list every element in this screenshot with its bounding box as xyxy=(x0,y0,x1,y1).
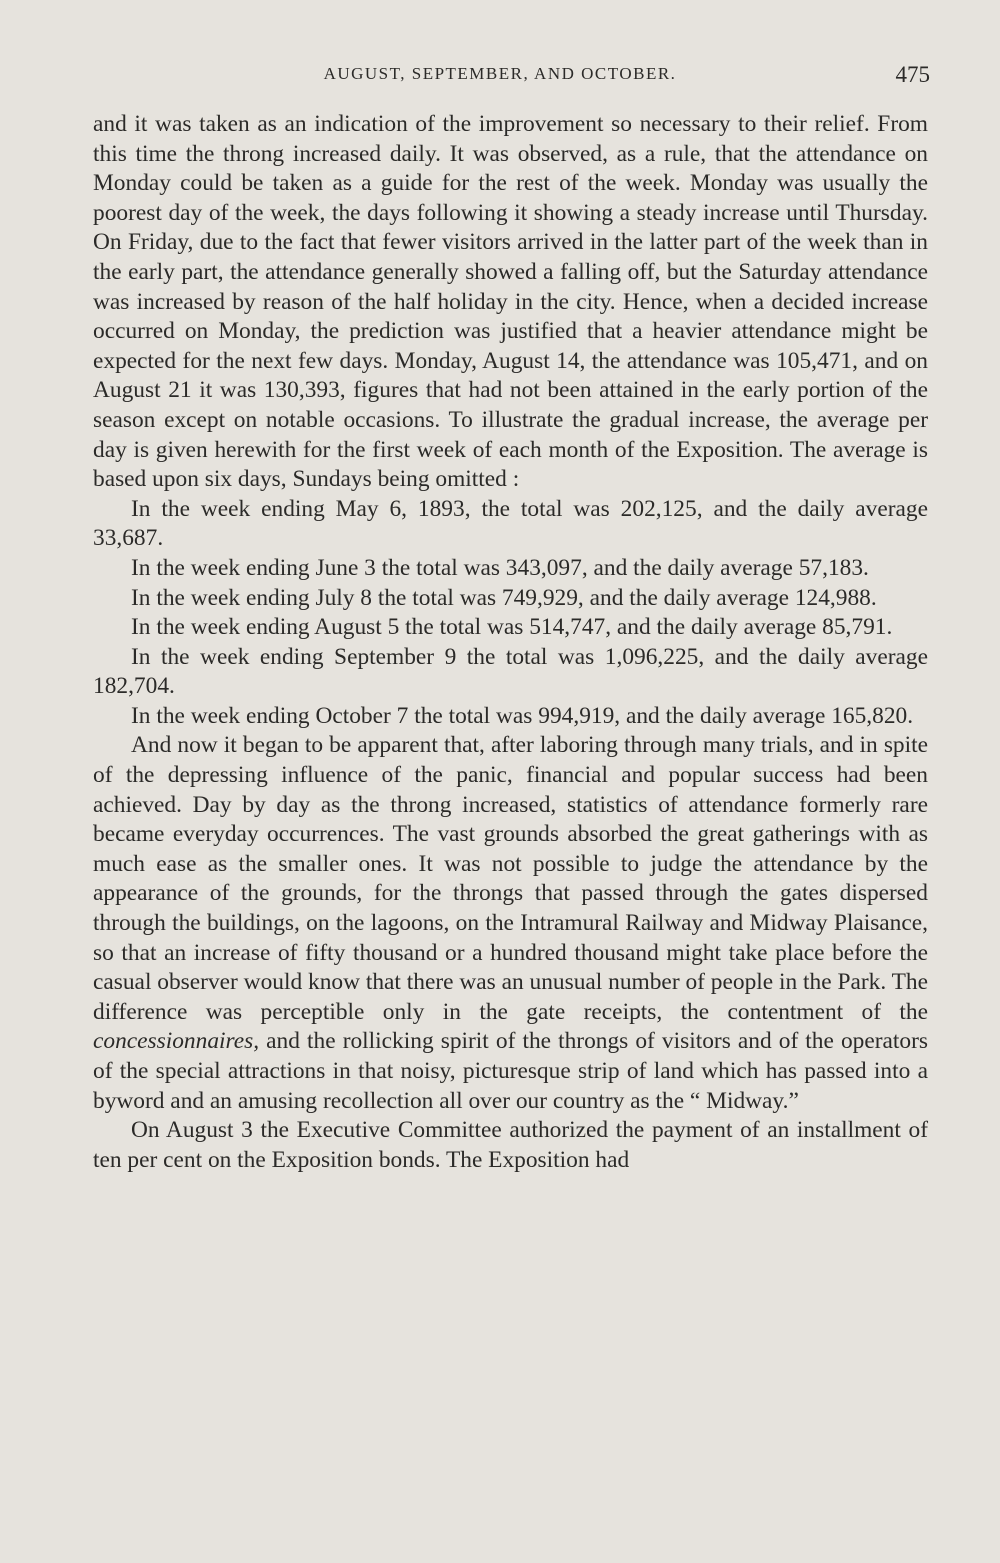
running-head xyxy=(0,62,1000,92)
italic-term: concessionnaires, xyxy=(93,1028,260,1055)
paragraph-week-october: In the week ending October 7 the total was 994,919, and the daily average 165,820. xyxy=(131,702,914,729)
paragraph-week-august: In the week ending August 5 the total was 514,747, and the daily average 85,791. xyxy=(131,614,893,641)
paragraph-bonds: On August 3 the Executive Committee authorized the payment of an installment of ten per cent on the Exposition bonds. The Exposition had xyxy=(93,1117,928,1173)
paragraph-success-text-a: And now it began to be apparent that, after laboring through many trials, and in spite of the depressing influence of the panic, financial and popular success had been achieved. Day by day as the throng increased, statistics of attendance formerly rare became everyday occurrences. The vast grounds absorbed the great gatherings with as much ease as the smaller ones. It was not possible to judge the attendance by the appearance of the grounds, for the throngs that passed through the gates dispersed through the buildings, on the lagoons, on the Intramural Railway and Midway Plaisance, so that an increase of fifty thousand or a hundred thousand might take place before the casual observer would know that there was an unusual number of people in the Park. The difference was perceptible only in the gate receipts, the contentment of the xyxy=(93,732,928,1025)
paragraph-week-september: In the week ending September 9 the total was 1,096,225, and the daily average 182,704. xyxy=(93,643,928,700)
paragraph-continuation: and it was taken as an indication of the improvement so necessary to their relief. From this time the throng increased daily. It was observed, as a rule, that the attendance on Monday could be taken as a guide for the rest of the week. Monday was usually the poorest day of the week, the days following it showing a steady increase until Thursday. On Friday, due to the fact that fewer visitors arrived in the latter part of the week than in the early part, the attendance generally showed a falling off, but the Saturday attendance was increased by reason of the half holiday in the city. Hence, when a decided increase occurred on Monday, the prediction was justified that a heavier attendance might be expected for the next few days. Monday, August 14, the attendance was 105,471, and on August 21 it was 130,393, figures that had not been attained in the early portion of the season except on notable occasions. To illustrate the gradual increase, the average per day is given herewith for the first week of each month of the Exposition. The average is based upon six days, Sundays being omitted : xyxy=(93,111,928,493)
paragraph-week-july: In the week ending July 8 the total was 749,929, and the daily average 124,988. xyxy=(131,584,877,611)
paragraph-week-may: In the week ending May 6, 1893, the total was 202,125, and the daily average 33,687. xyxy=(93,495,928,552)
paragraph-success-text-b: and the rollicking spirit of the throngs of visitors and of the operators of the special attractions in that noisy, picturesque strip of land which has passed into a byword and an amusing recollection all over our country as the “ Midway.” xyxy=(93,1028,928,1114)
paragraph-success xyxy=(93,731,928,1116)
page-number: 475 xyxy=(895,62,930,87)
paragraph-week-june: In the week ending June 3 the total was 343,097, and the daily average 57,183. xyxy=(131,554,869,581)
running-title: AUGUST, SEPTEMBER, AND OCTOBER. xyxy=(323,64,677,83)
body-text xyxy=(93,110,928,1175)
